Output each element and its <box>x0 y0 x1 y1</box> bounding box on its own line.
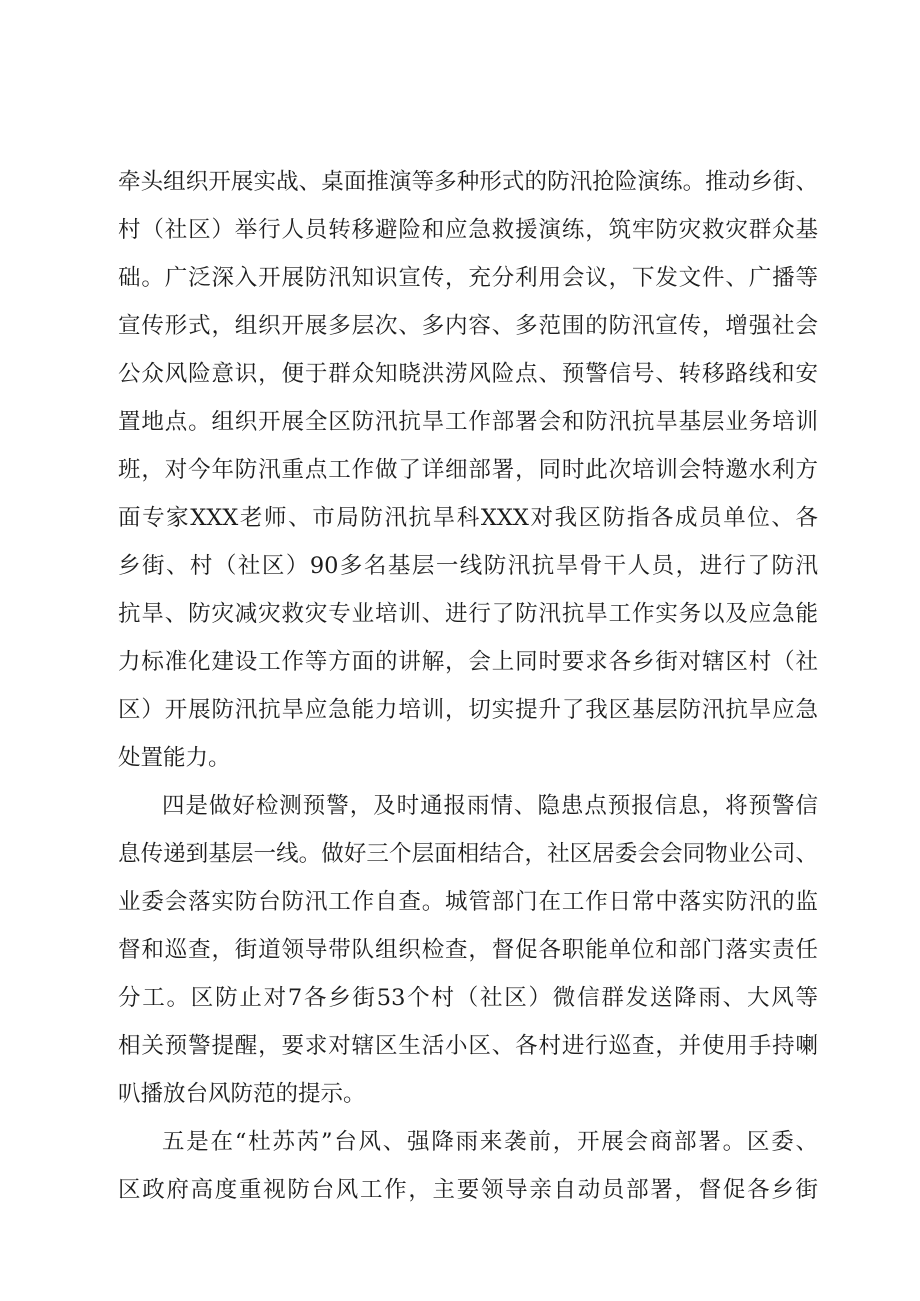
text-line: 业委会落实防台防汛工作自查。城管部门在工作日常中落实防汛的监 <box>118 889 818 915</box>
text-line: 牵头组织开展实战、桌面推演等多种形式的防汛抢险演练。推动乡街、 <box>118 169 818 195</box>
text-line: 乡街、村（社区）90多名基层一线防汛抗旱骨干人员，进行了防汛 <box>118 553 818 579</box>
text-line: 息传递到基层一线。做好三个层面相结合，社区居委会会同物业公司、 <box>118 841 818 867</box>
text-line: 宣传形式，组织开展多层次、多内容、多范围的防汛宣传，增强社会 <box>118 313 818 339</box>
text-line: 公众风险意识，便于群众知晓洪涝风险点、预警信号、转移路线和安 <box>118 361 818 387</box>
text-line: 相关预警提醒，要求对辖区生活小区、各村进行巡查，并使用手持喇 <box>118 1033 818 1059</box>
text-line: 村（社区）举行人员转移避险和应急救援演练，筑牢防灾救灾群众基 <box>118 217 818 243</box>
text-line: 置地点。组织开展全区防汛抗旱工作部署会和防汛抗旱基层业务培训 <box>118 409 818 435</box>
text-line: 分工。区防止对7各乡街53个村（社区）微信群发送降雨、大风等 <box>118 985 818 1011</box>
text-line: 区政府高度重视防台风工作，主要领导亲自动员部署，督促各乡街 <box>118 1177 818 1203</box>
text-line: 面专家XXX老师、市局防汛抗旱科XXX对我区防指各成员单位、各 <box>118 505 818 531</box>
text-line: 区）开展防汛抗旱应急能力培训，切实提升了我区基层防汛抗旱应急 <box>118 697 818 723</box>
text-line: 班，对今年防汛重点工作做了详细部署，同时此次培训会特邀水利方 <box>118 457 818 483</box>
text-line: 抗旱、防灾减灾救灾专业培训、进行了防汛抗旱工作实务以及应急能 <box>118 601 818 627</box>
text-line: 处置能力。 <box>118 745 231 771</box>
text-line: 四是做好检测预警，及时通报雨情、隐患点预报信息，将预警信 <box>162 793 818 819</box>
text-line: 力标准化建设工作等方面的讲解，会上同时要求各乡街对辖区村（社 <box>118 649 818 675</box>
text-line: 叭播放台风防范的提示。 <box>118 1081 366 1107</box>
text-line: 五是在“杜苏芮”台风、强降雨来袭前，开展会商部署。区委、 <box>162 1129 818 1155</box>
text-line: 督和巡查，街道领导带队组织检查，督促各职能单位和部门落实责任 <box>118 937 818 963</box>
text-line: 础。广泛深入开展防汛知识宣传，充分利用会议，下发文件、广播等 <box>118 265 818 291</box>
